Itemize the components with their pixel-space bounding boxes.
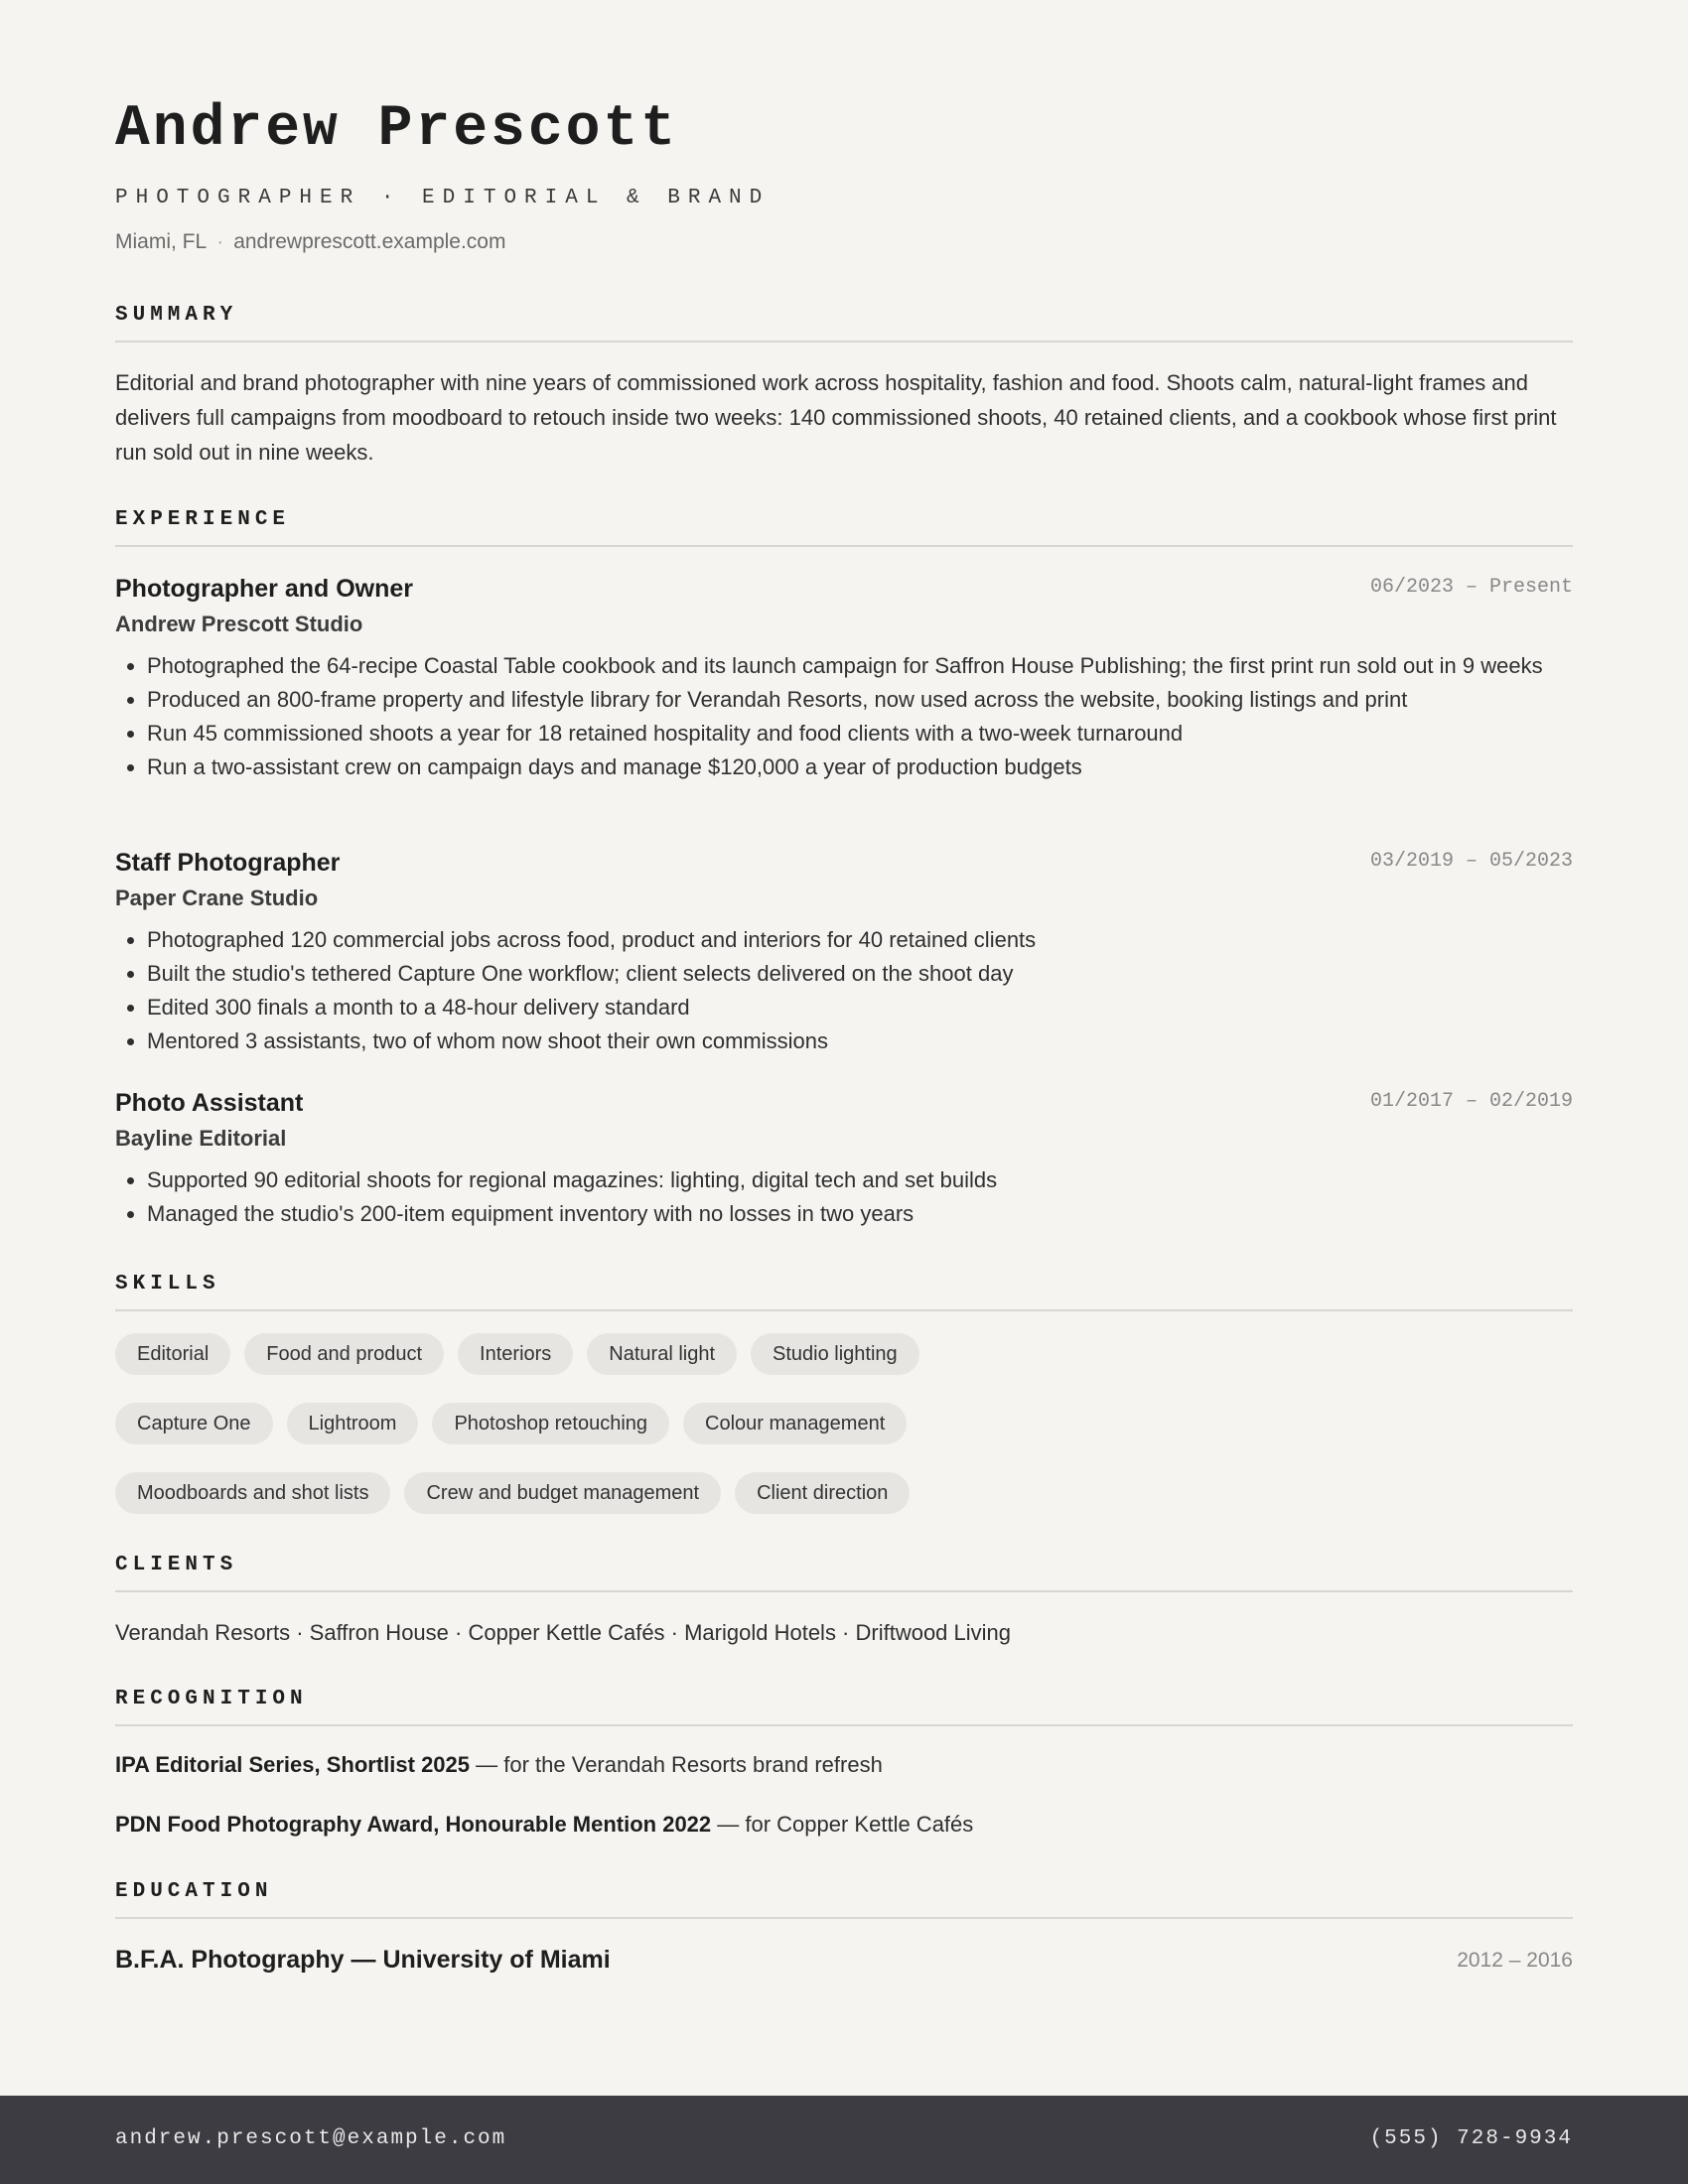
skill-chip: Colour management xyxy=(683,1403,907,1444)
award-item xyxy=(115,1752,883,1778)
job-company: Bayline Editorial xyxy=(115,1126,287,1151)
job-bullet: • Built the studio's tethered Capture One workflow; client selects delivered on the shoot day xyxy=(147,957,1573,991)
award-title: IPA Editorial Series, Shortlist 2025 xyxy=(115,1752,471,1777)
job-dates: 06/2023 – Present xyxy=(1369,576,1573,599)
job-bullet: • Supported 90 editorial shoots for regional magazines: lighting, digital tech and set builds xyxy=(147,1163,1573,1197)
job-bullet: • Photographed the 64-recipe Coastal Table cookbook and its launch campaign for Saffron House Publishing; the first print run sold out in 9 weeks xyxy=(147,649,1573,683)
skill-chip: Natural light xyxy=(587,1333,737,1375)
experience-heading: EXPERIENCE xyxy=(115,508,1573,547)
job-bullet: • Run a two-assistant crew on campaign days and manage $120,000 a year of production budgets xyxy=(147,751,1573,784)
job-entry xyxy=(115,572,1573,784)
clients-list: Verandah Resorts · Saffron House · Copper Kettle Cafés · Marigold Hotels · Driftwood Living xyxy=(115,1620,1012,1645)
skill-chip: Studio lighting xyxy=(751,1333,919,1375)
skill-chip: Crew and budget management xyxy=(404,1472,721,1514)
job-title: Photo Assistant xyxy=(115,1089,304,1117)
contact-separator: · xyxy=(216,230,224,253)
skill-chip: Lightroom xyxy=(287,1403,419,1444)
skill-chip: Client direction xyxy=(735,1472,910,1514)
degree: B.F.A. Photography — University of Miami xyxy=(115,1946,611,1974)
skills-row xyxy=(115,1472,1573,1514)
skill-chip: Capture One xyxy=(115,1403,273,1444)
education-dates: 2012 – 2016 xyxy=(1457,1949,1573,1972)
education-heading: EDUCATION xyxy=(115,1880,1573,1919)
job-entry xyxy=(115,1086,1573,1231)
skills-row xyxy=(115,1333,1573,1375)
award-title: PDN Food Photography Award, Honourable Mention 2022 xyxy=(115,1812,712,1837)
job-dates: 03/2019 – 05/2023 xyxy=(1369,850,1573,873)
job-bullet: • Photographed 120 commercial jobs across food, product and interiors for 40 retained clients xyxy=(147,923,1573,957)
job-title: Staff Photographer xyxy=(115,849,341,877)
job-company: Andrew Prescott Studio xyxy=(115,612,363,636)
job-bullet: • Run 45 commissioned shoots a year for 18 retained hospitality and food clients with a two-week turnaround xyxy=(147,717,1573,751)
location: Miami, FL xyxy=(115,230,208,253)
job-dates: 01/2017 – 02/2019 xyxy=(1369,1090,1573,1113)
contact-line xyxy=(115,230,505,254)
summary-text: Editorial and brand photographer with nine years of commissioned work across hospitality, fashion and food. Shoots calm, natural-light frames and delivers full campaigns from moodboard to retouch inside two weeks: 140 commissioned shoots, 40 retained clients, and a cookbook whose first print run sold out in nine weeks. xyxy=(115,370,1557,465)
skills-list xyxy=(115,1333,1573,1542)
skills-row xyxy=(115,1403,1573,1444)
recognition-heading: RECOGNITION xyxy=(115,1688,1573,1726)
footer-bar xyxy=(0,2096,1688,2184)
tagline: PHOTOGRAPHER · EDITORIAL & BRAND xyxy=(115,187,771,209)
candidate-name: Andrew Prescott xyxy=(115,97,679,162)
skills-heading: SKILLS xyxy=(115,1273,1573,1311)
job-bullet: • Mentored 3 assistants, two of whom now shoot their own commissions xyxy=(147,1024,1573,1058)
skill-chip: Food and product xyxy=(244,1333,444,1375)
email-link[interactable]: andrew.prescott@example.com xyxy=(115,2127,507,2150)
job-bullet: • Edited 300 finals a month to a 48-hour delivery standard xyxy=(147,991,1573,1024)
website-link[interactable]: andrewprescott.example.com xyxy=(233,230,506,253)
job-bullets xyxy=(115,923,1573,1058)
skill-chip: Photoshop retouching xyxy=(432,1403,669,1444)
job-bullets xyxy=(115,1163,1573,1231)
education-entry xyxy=(115,1946,1573,1975)
job-entry xyxy=(115,846,1573,1058)
award-detail: — for the Verandah Resorts brand refresh xyxy=(470,1752,883,1777)
summary-heading: SUMMARY xyxy=(115,304,1573,342)
award-item xyxy=(115,1812,973,1838)
job-bullets xyxy=(115,649,1573,784)
job-bullet: • Produced an 800-frame property and lifestyle library for Verandah Resorts, now used across the website, booking listings and print xyxy=(147,683,1573,717)
job-title: Photographer and Owner xyxy=(115,575,414,603)
job-company: Paper Crane Studio xyxy=(115,886,319,910)
phone-number[interactable]: (555) 728-9934 xyxy=(1369,2127,1573,2150)
award-detail: — for Copper Kettle Cafés xyxy=(711,1812,974,1837)
skill-chip: Editorial xyxy=(115,1333,230,1375)
clients-heading: CLIENTS xyxy=(115,1554,1573,1592)
skill-chip: Interiors xyxy=(458,1333,573,1375)
skill-chip: Moodboards and shot lists xyxy=(115,1472,390,1514)
job-bullet: • Managed the studio's 200-item equipment inventory with no losses in two years xyxy=(147,1197,1573,1231)
